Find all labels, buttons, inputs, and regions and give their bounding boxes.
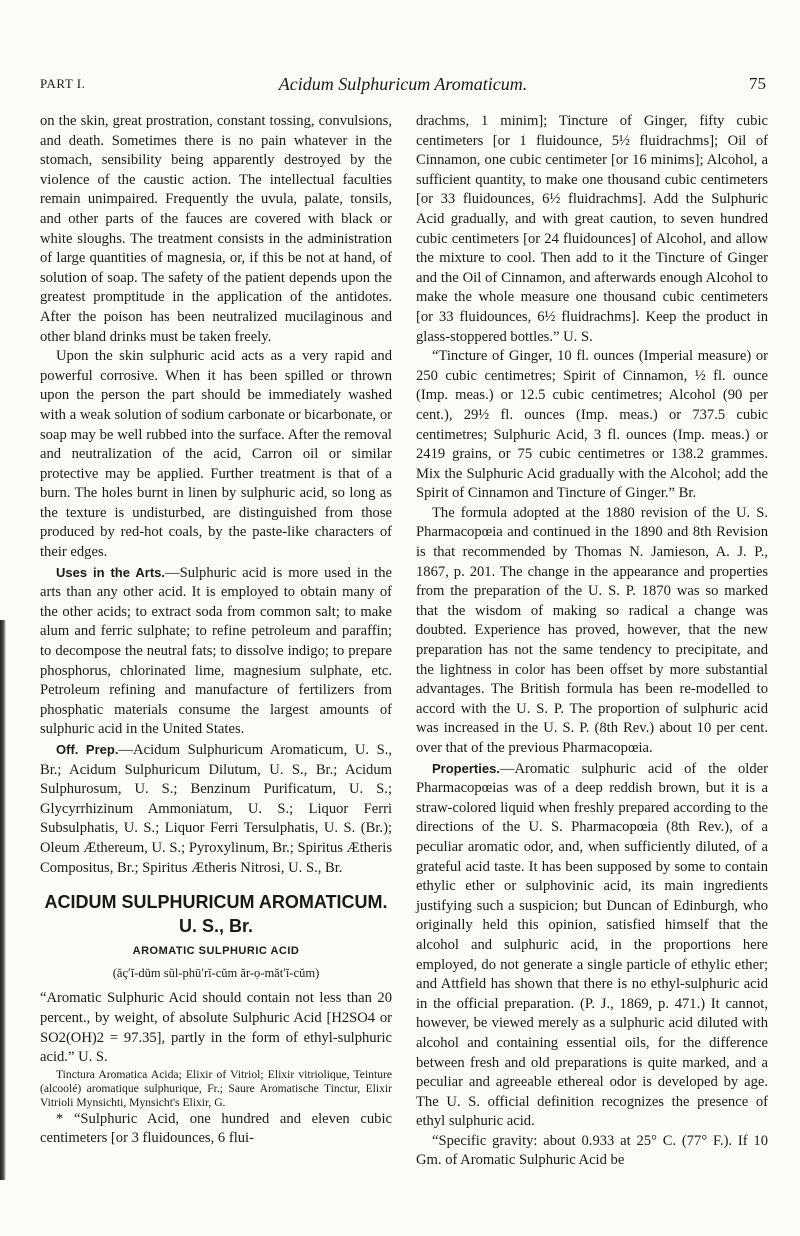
off-prep-heading: Off. Prep.: [56, 742, 119, 757]
section-title: ACIDUM SULPHURICUM AROMATICUM. U. S., Br.: [44, 892, 388, 937]
page-number: 75: [749, 74, 766, 93]
running-title: Acidum Sulphuricum Aromaticum.: [278, 74, 528, 94]
page-edge-shadow: [0, 620, 6, 1180]
page-header: [40, 76, 766, 100]
part-label: PART I.: [40, 76, 86, 91]
paragraph-skin: Upon the skin sulphuric acid acts as a very rapid and powerful corrosive. When it has been spilled or thrown upon the person the part should be immediately washed with a weak solution of sodium carbonate or bicarbonate, or soap may be well rubbed into the surface. After the removal and neutralization of the acid, Carron oil or similar protective may be applied. Further treatment is that of a burn. The holes burnt in linen by sulphuric acid, so long as the texture is undisturbed, are distinguished from those produced by red-hot coals, by the paste-like characters of their edges.: [40, 348, 392, 561]
right-column: [416, 112, 768, 1171]
section-subtitle: AROMATIC SULPHURIC ACID: [132, 945, 300, 958]
uses-heading: Uses in the Arts.: [56, 564, 165, 580]
paragraph-off-prep: [40, 740, 392, 878]
off-prep-text: —Acidum Sulphuricum Aromaticum, U. S., Br.; Acidum Sulphuricum Dilutum, U. S., Br.; Acidum Sulphurosum, U. S.; Benzinum Purificatum, U. S.; Glycyrrhizinum Ammoniatum, U. S.; Liquor Ferri Subsulphatis, U. S.; Liquor Ferri Tersulphatis, U. S. (Br.); Oleum Æthereum, U. S.; Pyroxylinum, Br.; Spiritus Ætheris Compositus, Br.; Spiritus Ætheris Nitrosi, U. S., Br.: [40, 742, 392, 876]
paragraph-history: The formula adopted at the 1880 revision of the U. S. Pharmacopœia and continued in the 1890 and 8th Revision is that recommended by Thomas N. Jamieson, A. J. P., 1867, p. 201. The change in the appearance and properties from the preparation of the U. S. P. 1870 was so marked that the wisdom of making so radical a change was doubted. Experience has proved, however, that the new preparation has not the same tendency to precipitate, and the lightness in color has been offset by more substantial advantages. The British formula has been re-modelled to accord with the U. S. P. The proportion of sulphuric acid was increased in the U. S. P. (8th Rev.) about 10 per cent. over that of the previous Pharmacopœia.: [416, 504, 768, 756]
british-formula: “Tincture of Ginger, 10 fl. ounces (Imperial measure) or 250 cubic centimetres; Spirit of Cinnamon, ½ fl. ounce (Imp. meas.) or 12.5 cubic centimetres; Alcohol (90 per cent.), 29½ fl. ounces (Imp. meas.) or 737.5 cubic centimetres; Sulphuric Acid, 3 fl. ounces (Imp. meas.) or 2419 grains, or 75 cubic centimetres or 138.2 grammes. Mix the Sulphuric Acid gradually with the Alcohol; add the Spirit of Cinnamon and Tincture of Ginger.” Br.: [416, 348, 768, 502]
specific-gravity: “Specific gravity: about 0.933 at 25° C. (77° F.). If 10 Gm. of Aromatic Sulphuric Acid be: [416, 1132, 768, 1169]
paragraph-uses: [40, 563, 392, 740]
paragraph-properties: [416, 759, 768, 1132]
paragraph-toxicity: on the skin, great prostration, constant tossing, convulsions, and death. Sometimes there is no pain whatever in the stomach, sensibility being apparently destroyed by the violence of the caustic action. The intellectual faculties remain unimpaired. Frequently the uvula, palate, tonsils, and other parts of the fauces are covered with black or white sloughs. The treatment consists in the administration of large quantities of magnesia, or, if this be not at hand, of solution of soap. The safety of the patient depends upon the greatest promptitude in the application of the antidotes. After the poison has been neutralized mucilaginous and other bland drinks must be taken freely.: [40, 113, 392, 345]
official-definition: “Aromatic Sulphuric Acid should contain not less than 20 percent., by weight, of absolute Sulphuric Acid [H2SO4 or SO2(OH)2 = 97.35], partly in the form of ethyl-sulphuric acid.” U. S.: [40, 990, 392, 1066]
formula-start: * “Sulphuric Acid, one hundred and eleven cubic centimeters [or 3 fluidounces, 6 flui-: [40, 1110, 392, 1147]
properties-heading: Properties.: [432, 760, 500, 776]
properties-text: —Aromatic sulphuric acid of the older Pharmacopœias was of a deep reddish brown, but it is a straw-colored liquid when freshly prepared according to the directions of the U. S. Pharmacopœia (8th Rev.), of a peculiar aromatic odor, and, when sufficiently diluted, of a grateful acid taste. It has been supposed by some to contain ethylic ether or sulphovinic acid, its main ingredients justifying such a suspicion; but Duncan of Edinburgh, who originally held this opinion, satisfied himself that the alcohol and sulphuric acid, in the proportions here employed, do not generate a single particle of ethylic ether; and Attfield has shown that there is no ethyl-sulphuric acid in the official preparation. (P. J., 1869, p. 471.) It cannot, however, be viewed merely as a sulphuric acid diluted with alcohol and containing essential oils, for the difference between fresh and old preparations is quite marked, and a peculiar and agreeable ethereal odor is developed by age. The U. S. official definition recognizes the presence of ethyl sulphuric acid.: [416, 760, 768, 1130]
left-column: [40, 112, 392, 1149]
synonyms: Tinctura Aromatica Acida; Elixir of Vitriol; Elixir vitriolique, Teinture (alcoolé) aromatique sulphurique, Fr.; Saure Aromatische Tinctur, Elixir Vitrioli Mynsichti, Mynsicht's Elixir, G.: [40, 1067, 392, 1109]
pronunciation: (ăç′ĭ-dŭm sŭl-phū′rĭ-cŭm ăr-ọ-măt′ĭ-cŭm): [112, 965, 320, 980]
uses-text: —Sulphuric acid is more used in the arts than any other acid. It is employed to obtain many of the other acids; to extract soda from common salt; to make alum and ferric sulphate; to refine petroleum and paraffin; to decompose the neutral fats; to dissolve indigo; to prepare phosphorus, chlorinated lime, magnesium sulphate, etc. Petroleum refining and manufacture of fertilizers from phosphatic materials consume the largest amounts of sulphuric acid in the United States.: [40, 564, 392, 738]
formula-continued: drachms, 1 minim]; Tincture of Ginger, fifty cubic centimeters [or 1 fluidounce, 5½ fluidrachms]; Oil of Cinnamon, one cubic centimeter [or 16 minims]; Alcohol, a sufficient quantity, to make one thousand cubic centimeters [or 33 fluidounces, 6½ fluidrachms]. Add the Sulphuric Acid gradually, and with great caution, to seven hundred cubic centimeters [or 24 fluidounces] of Alcohol, and allow the mixture to cool. Then add to it the Tincture of Ginger and the Oil of Cinnamon, and afterwards enough Alcohol to make the whole measure one thousand cubic centimeters [or 33 fluidounces, 6½ fluidrachms]. Keep the product in glass-stoppered bottles.” U. S.: [416, 113, 768, 345]
